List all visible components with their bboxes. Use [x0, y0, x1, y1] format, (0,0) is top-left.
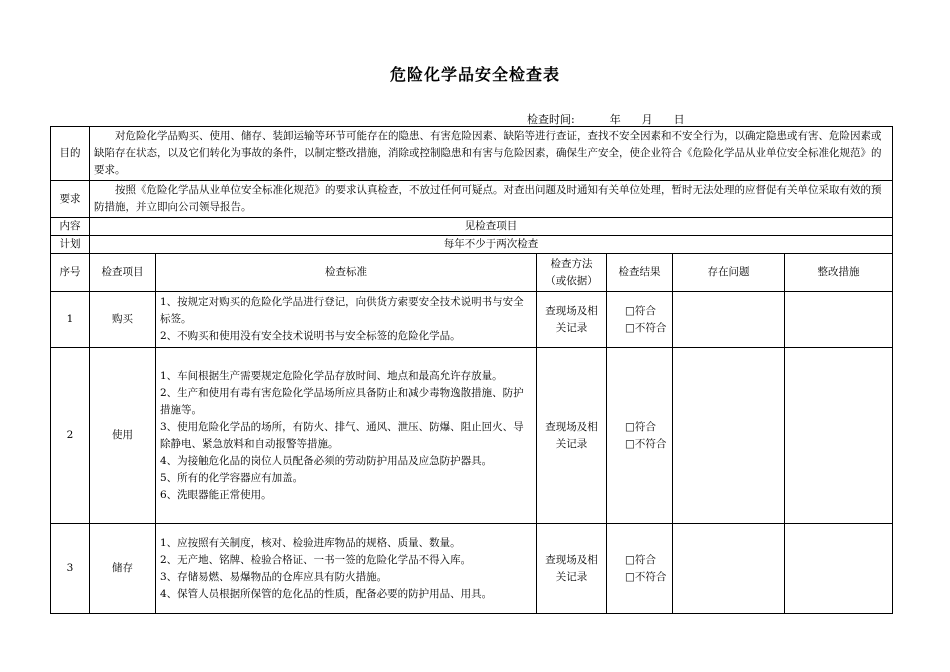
row-result: [607, 292, 673, 348]
header-standard: 检查标准: [156, 254, 537, 292]
result-option-conform[interactable]: □符合: [625, 420, 656, 433]
result-option-nonconform[interactable]: □不符合: [625, 437, 667, 450]
inspection-table: [50, 126, 893, 614]
header-method: [537, 254, 607, 292]
row-no: 1: [51, 292, 90, 348]
row-issue[interactable]: [673, 348, 785, 524]
check-time-label: 检查时间:: [527, 113, 575, 126]
row-standards: [156, 348, 537, 524]
row-no: 3: [51, 524, 90, 614]
row-action[interactable]: [785, 348, 893, 524]
row-result: [607, 524, 673, 614]
check-time-year: 年: [609, 113, 621, 126]
purpose-text: 对危险化学品购买、使用、储存、装卸运输等环节可能存在的隐患、有害危险因素、缺陷等进行查证，查找不安全因素和不安全行为，以确定隐患或有害、危险因素或缺陷存在状态，以及它们转化为事故的条件，以制定整改措施，消除或控制隐患和有害与危险因素，确保生产安全，使企业符合《危险化学品从业单位安全标准化规范》的要求。: [90, 127, 893, 181]
row-standards: [156, 524, 537, 614]
purpose-row: [51, 127, 893, 181]
purpose-label: 目的: [51, 127, 90, 181]
check-time-month: 月: [641, 113, 653, 126]
standard-line: 2、无产地、铭牌、检验合格证、一书一签的危险化学品不得入库。: [160, 553, 472, 566]
standard-line: 4、保管人员根据所保管的危化品的性质，配备必要的防护用品、用具。: [160, 587, 493, 600]
standard-line: 3、使用危险化学品的场所，有防火、排气、通风、泄压、防爆、阻止回火、导除静电、紧急放料和自动报警等措施。: [160, 420, 524, 450]
requirement-row: [51, 181, 893, 218]
plan-row: [51, 236, 893, 254]
check-time-day: 日: [673, 113, 685, 126]
standard-line: 2、不购买和使用没有安全技术说明书与安全标签的危险化学品。: [160, 330, 461, 342]
row-no: 2: [51, 348, 90, 524]
row-method: 查现场及相关记录: [537, 524, 607, 614]
header-row: [51, 254, 893, 292]
row-method: 查现场及相关记录: [537, 348, 607, 524]
header-method-line1: 检查方法: [550, 257, 593, 270]
header-method-line2: （或依据）: [545, 274, 598, 287]
header-issue: 存在问题: [673, 254, 785, 292]
requirement-text: 按照《危险化学品从业单位安全标准化规范》的要求认真检查，不放过任何可疑点。对查出问题及时通知有关单位处理，暂时无法处理的应督促有关单位采取有效的预防措施，并立即向公司领导报告。: [90, 181, 893, 218]
result-option-nonconform[interactable]: □不符合: [625, 570, 667, 583]
standard-line: 1、车间根据生产需要规定危险化学品存放时间、地点和最高允许存放量。: [160, 369, 503, 382]
standard-line: 2、生产和使用有毒有害危险化学品场所应具备防止和减少毒物逸散措施、防护措施等。: [160, 386, 524, 416]
row-method: 查现场及相关记录: [537, 292, 607, 348]
row-standards: [156, 292, 537, 348]
result-option-conform[interactable]: □符合: [625, 304, 656, 317]
row-issue[interactable]: [673, 292, 785, 348]
row-action[interactable]: [785, 292, 893, 348]
row-item: 使用: [90, 348, 156, 524]
content-label: 内容: [51, 218, 90, 236]
result-option-nonconform[interactable]: □不符合: [625, 321, 667, 334]
plan-text: 每年不少于两次检查: [90, 236, 893, 254]
standard-line: 5、所有的化学容器应有加盖。: [160, 471, 304, 484]
row-item: 购买: [90, 292, 156, 348]
standard-line: 3、存储易燃、易爆物品的仓库应具有防火措施。: [160, 570, 388, 583]
result-option-conform[interactable]: □符合: [625, 553, 656, 566]
row-item: 储存: [90, 524, 156, 614]
header-action: 整改措施: [785, 254, 893, 292]
table-row: [51, 348, 893, 524]
standard-line: 1、应按照有关制度，核对、检验进库物品的规格、质量、数量。: [160, 536, 461, 549]
standard-line: 6、洗眼器能正常使用。: [160, 488, 272, 501]
table-row: [51, 292, 893, 348]
row-result: [607, 348, 673, 524]
row-issue[interactable]: [673, 524, 785, 614]
plan-label: 计划: [51, 236, 90, 254]
page-title: 危险化学品安全检查表: [389, 65, 560, 84]
standard-line: 1、按规定对购买的危险化学品进行登记，向供货方索要安全技术说明书与安全标签。: [160, 296, 524, 325]
standard-line: 4、为接触危化品的岗位人员配备必须的劳动防护用品及应急防护器具。: [160, 454, 493, 467]
header-no: 序号: [51, 254, 90, 292]
header-result: 检查结果: [607, 254, 673, 292]
table-row: [51, 524, 893, 614]
row-action[interactable]: [785, 524, 893, 614]
content-text: 见检查项目: [90, 218, 893, 236]
content-row: [51, 218, 893, 236]
requirement-label: 要求: [51, 181, 90, 218]
check-time-line: [527, 111, 685, 127]
header-item: 检查项目: [90, 254, 156, 292]
